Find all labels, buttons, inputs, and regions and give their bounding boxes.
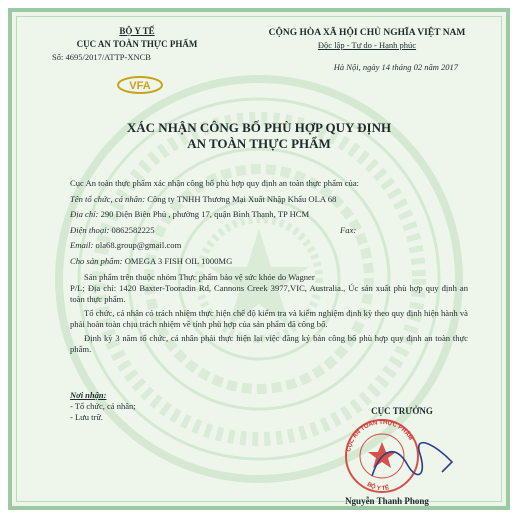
- renewal-paragraph: Định kỳ 3 năm tổ chức, cá nhân phải thực hiện lại việc đăng ký bản công bố phù hợp quy định an toàn thực phẩm.: [70, 333, 468, 354]
- title-line-1: XÁC NHẬN CÔNG BỐ PHÙ HỢP QUY ĐỊNH: [126, 120, 392, 135]
- product-row: [70, 254, 468, 270]
- org-value: Công ty TNHH Thương Mại Xuất Nhập Khẩu OLA 68: [147, 193, 337, 204]
- org-label: Tên tổ chức, cá nhân:: [70, 193, 146, 204]
- issuer-header: [52, 26, 222, 62]
- org-row: [70, 192, 468, 208]
- recipients-block: [70, 390, 136, 423]
- document-body: [70, 176, 468, 355]
- place-date: Hà Nội, ngày 14 tháng 02 năm 2017: [333, 62, 458, 72]
- recipient-item-2: - Lưu trữ.: [70, 412, 104, 422]
- intro-text: Cục An toàn thực phẩm xác nhận công bố phù hợp quy định an toàn thực phẩm của:: [70, 178, 360, 188]
- responsibility-paragraph: Tổ chức, cá nhân có trách nhiệm thực hiện chế độ kiểm tra và kiểm nghiệm định kỳ theo quy định hiện hành và phải hoàn toàn chịu trách nhiệm về tính phù hợp của sản phẩm đã công bố.: [70, 308, 468, 329]
- certificate-document: [8, 8, 510, 510]
- official-stamp-icon: [312, 416, 462, 496]
- national-header: [236, 28, 498, 72]
- recipient-item-1: - Tổ chức, cá nhân;: [70, 401, 136, 411]
- ministry-name: BỘ Y TẾ: [119, 26, 155, 36]
- phone-row: [70, 223, 468, 239]
- vfa-logo-text: VFA: [129, 80, 151, 92]
- recipients-heading: Nơi nhận:: [70, 390, 107, 400]
- address-row: [70, 207, 468, 223]
- signer-name: Nguyễn Thanh Phong: [345, 496, 429, 506]
- phone-value: 0862582225: [111, 224, 155, 235]
- vfa-logo-icon: [116, 75, 164, 95]
- address-label: Địa chỉ:: [70, 209, 99, 219]
- email-label: Email:: [70, 240, 94, 250]
- nation-name: CỘNG HÒA XÃ HỘI CHỦ NGHĨA VIỆT NAM: [268, 28, 466, 38]
- signer-title: CỤC TRƯỞNG: [371, 406, 433, 416]
- manufacturer-paragraph-1: Sản phẩm trên thuộc nhóm Thực phẩm bảo vệ sức khỏe do Wagner: [84, 272, 315, 282]
- product-label: Cho sản phẩm:: [70, 255, 123, 266]
- email-value: ola68.group@gmail.com: [95, 240, 182, 250]
- email-row: [70, 238, 468, 254]
- title-line-2: AN TOÀN THỰC PHẨM: [187, 136, 331, 151]
- national-motto: Độc lập - Tự do - Hạnh phúc: [317, 40, 417, 50]
- stamp-top-text: CỤC AN TOÀN THỰC PHẨM: [346, 419, 414, 453]
- manufacturer-paragraph-2: P/L; Địa chỉ: 1420 Baxter-Tooradin Rd, Cannons Creek 3977,VIC, Australia., Úc sản xuất phù hợp quy định an toàn thực phẩm.: [70, 283, 468, 304]
- stamp-bottom-text: BỘ Y TẾ: [365, 481, 390, 493]
- document-number: Số: 4695/2017/ATTP-XNCB: [52, 52, 151, 62]
- phone-label: Điện thoại:: [70, 224, 110, 235]
- department-name: CỤC AN TOÀN THỰC PHẨM: [76, 39, 198, 49]
- address-value: 290 Điện Biên Phủ , phường 17, quận Bình Thạnh, TP HCM: [100, 209, 310, 219]
- fax-label: Fax:: [340, 224, 357, 235]
- document-title: [12, 120, 506, 152]
- product-value: OMEGA 3 FISH OIL 1000MG: [124, 255, 233, 266]
